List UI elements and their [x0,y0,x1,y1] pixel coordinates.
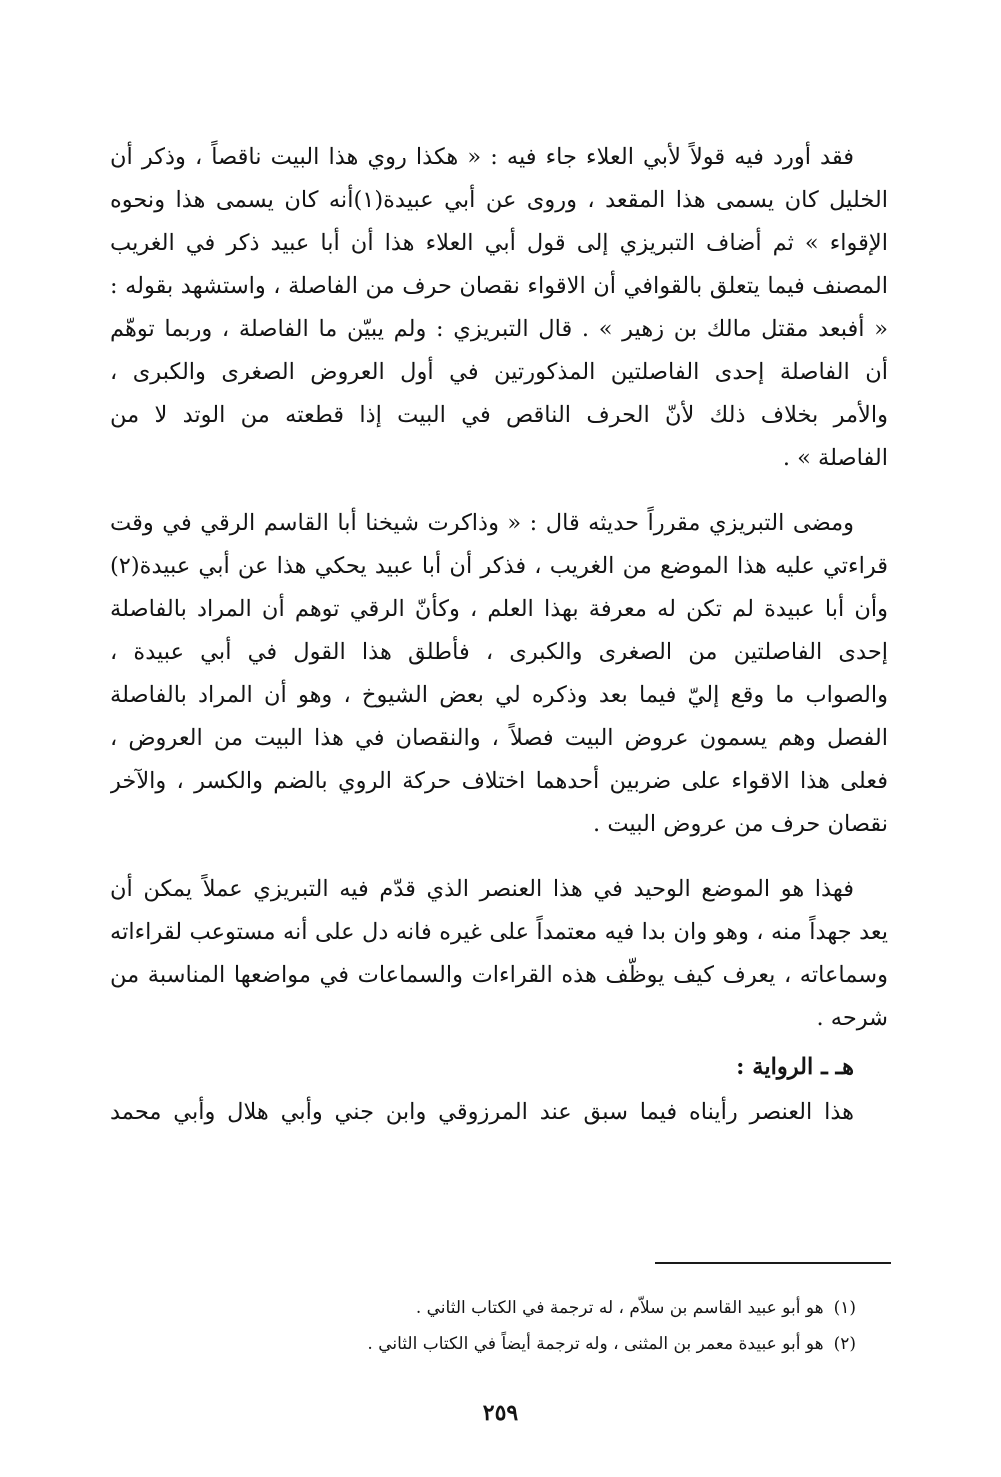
paragraph-3 [110,868,888,1040]
text-line: الفصل وهم يسمون عروض البيت فصلاً ، والنقصان في هذا البيت من العروض ، [110,725,888,751]
text-line: نقصان حرف من عروض البيت . [593,811,888,837]
text-line: أن الفاصلة إحدى الفاصلتين المذكورتين في أول العروض الصغرى والكبرى ، [110,359,888,385]
text-line: الخليل كان يسمى هذا المقعد ، وروى عن أبي عبيدة(١)أنه كان يسمى هذا ونحوه [110,187,888,213]
footnote-2 [110,1326,856,1362]
text-line: إحدى الفاصلتين من الصغرى والكبرى ، فأطلق هذا القول في أبي عبيدة ، [110,639,888,665]
footnote-divider [655,1262,891,1264]
text-line: قراءتي عليه هذا الموضع من الغريب ، فذكر أن أبا عبيد يحكي هذا عن أبي عبيدة(٢) [110,553,888,579]
text-line: « أفبعد مقتل مالك بن زهير » . قال التبريزي : ولم يبيّن ما الفاصلة ، وربما توهّم [110,316,888,342]
page-body [110,136,888,1134]
paragraph-4 [110,1091,888,1134]
text-line: يعد جهداً منه ، وهو وان بدا فيه معتمداً على غيره فانه دل على أنه مستوعب لقراءاته [110,919,888,945]
footnotes [110,1290,856,1362]
page-number: ٢٥٩ [482,1400,519,1426]
footnote-number: (١) [833,1298,856,1318]
paragraph-2 [110,502,888,846]
footnote-text: هو أبو عبيد القاسم بن سلاّم ، له ترجمة في الكتاب الثاني . [415,1298,824,1318]
text-line: فقد أورد فيه قولاً لأبي العلاء جاء فيه : « هكذا روي هذا البيت ناقصاً ، وذكر أن [110,144,854,170]
text-line: الفاصلة » . [782,445,888,471]
section-heading: هـ ـ الرواية : [736,1054,854,1080]
text-line: فهذا هو الموضع الوحيد في هذا العنصر الذي قدّم فيه التبريزي عملاً يمكن أن [110,876,854,902]
footnote-1 [110,1290,856,1326]
text-line: والصواب ما وقع إليّ فيما بعد وذكره لي بعض الشيوخ ، وهو أن المراد بالفاصلة [110,682,888,708]
footnote-text: هو أبو عبيدة معمر بن المثنى ، وله ترجمة أيضاً في الكتاب الثاني . [367,1334,824,1354]
text-line: فعلى هذا الاقواء على ضربين أحدهما اختلاف حركة الروي بالضم والكسر ، والآخر [110,768,888,794]
text-line: وسماعاته ، يعرف كيف يوظّف هذه القراءات والسماعات في مواضعها المناسبة من [110,962,888,988]
text-line: الإقواء » ثم أضاف التبريزي إلى قول أبي العلاء هذا أن أبا عبيد ذكر في الغريب [110,230,888,256]
paragraph-1 [110,136,888,480]
text-line: وأن أبا عبيدة لم تكن له معرفة بهذا العلم ، وكأنّ الرقي توهم أن المراد بالفاصلة [110,596,888,622]
footnote-number: (٢) [833,1334,856,1354]
text-line: هذا العنصر رأيناه فيما سبق عند المرزوقي وابن جني وأبي هلال وأبي محمد [110,1099,854,1125]
text-line: شرحه . [816,1005,888,1031]
text-line: والأمر بخلاف ذلك لأنّ الحرف الناقص في البيت إذا قطعته من الوتد لا من [110,402,888,428]
text-line: ومضى التبريزي مقرراً حديثه قال : « وذاكرت شيخنا أبا القاسم الرقي في وقت [110,510,854,536]
text-line: المصنف فيما يتعلق بالقوافي أن الاقواء نقصان حرف من الفاصلة ، واستشهد بقوله : [110,273,888,299]
